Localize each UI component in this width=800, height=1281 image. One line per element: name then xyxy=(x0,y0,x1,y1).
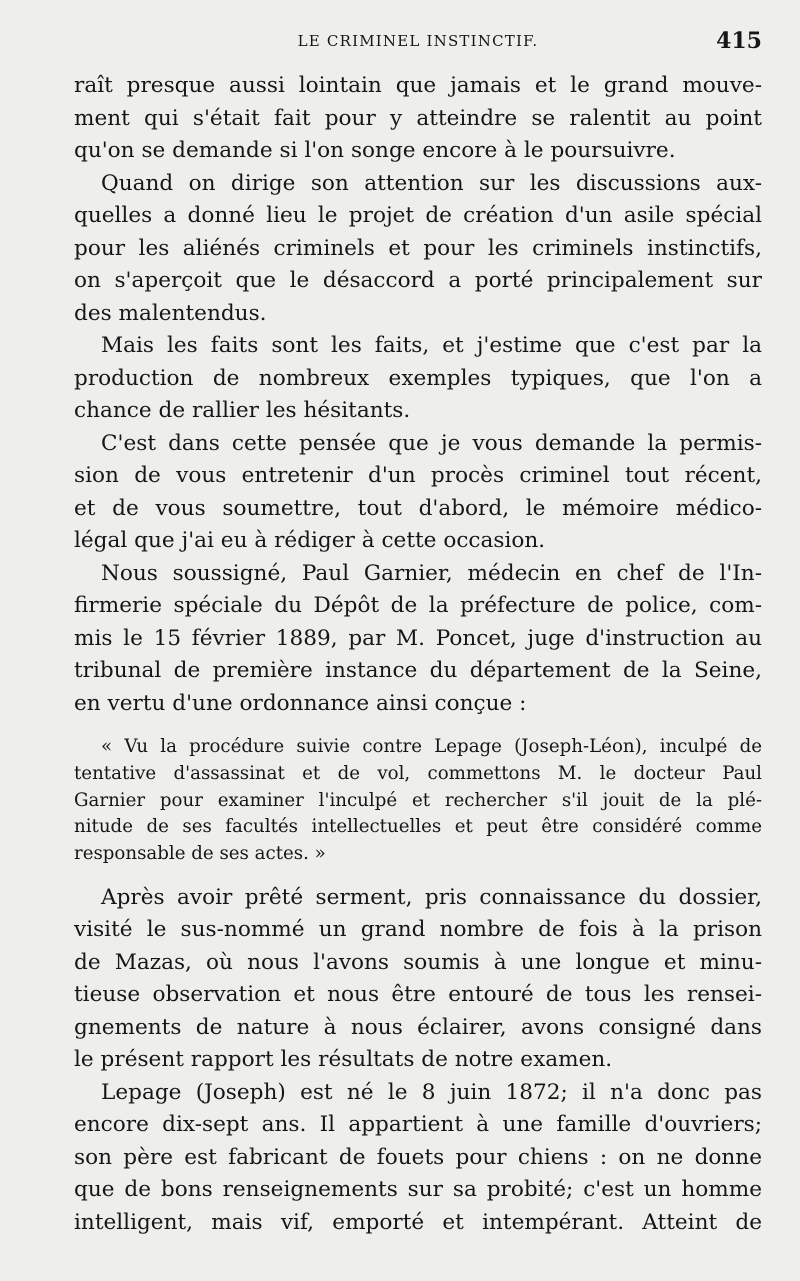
paragraph xyxy=(74,168,762,331)
paragraph xyxy=(74,70,762,168)
text-line: Nous soussigné, Paul Garnier, médecin en chef de l'In- xyxy=(101,560,762,586)
text-line: encore dix-sept ans. Il appartient à une famille d'ouvriers; xyxy=(74,1112,762,1138)
text-line: quelles a donné lieu le projet de création d'un asile spécial xyxy=(74,203,762,228)
text-line: qu'on se demande si l'on songe encore à le poursuivre. xyxy=(74,138,676,163)
quote-line: nitude de ses facultés intellectuelles et peut être considéré comme xyxy=(74,816,762,838)
text-line: raît presque aussi lointain que jamais et le grand mouve- xyxy=(74,73,762,98)
paragraph xyxy=(74,882,762,1077)
paragraph xyxy=(74,558,762,721)
text-line: gnements de nature à nous éclairer, avons consigné dans xyxy=(74,1014,762,1040)
text-line: Quand on dirige son attention sur les discussions aux- xyxy=(101,170,762,196)
text-line: que de bons renseignements sur sa probité; c'est un homme xyxy=(74,1177,762,1203)
text-line: chance de rallier les hésitants. xyxy=(74,398,411,423)
text-line: de Mazas, où nous l'avons soumis à une longue et minu- xyxy=(74,949,762,975)
quote-line: Garnier pour examiner l'inculpé et rechercher s'il jouit de la plé- xyxy=(74,789,762,811)
quote-line: tentative d'assassinat et de vol, commettons M. le docteur Paul xyxy=(74,762,762,784)
text-line: production de nombreux exemples typiques, que l'on a xyxy=(74,365,762,391)
text-line: visité le sus-nommé un grand nombre de fois à la prison xyxy=(74,917,762,943)
text-line: sion de vous entretenir d'un procès criminel tout récent, xyxy=(74,463,762,488)
paragraph xyxy=(74,1077,762,1240)
quote-line: responsable de ses actes. » xyxy=(74,843,326,865)
paragraph xyxy=(74,330,762,428)
text-line: ment qui s'était fait pour y atteindre se ralentit au point xyxy=(74,105,762,131)
text-line: des malentendus. xyxy=(74,300,267,326)
text-line: Mais les faits sont les faits, et j'estime que c'est par la xyxy=(101,333,762,358)
quoted-ordinance xyxy=(74,734,762,868)
text-line: Lepage (Joseph) est né le 8 juin 1872; il n'a donc pas xyxy=(101,1079,762,1105)
text-line: firmerie spéciale du Dépôt de la préfecture de police, com- xyxy=(74,593,762,618)
quote-line: « Vu la procédure suivie contre Lepage (Joseph-Léon), inculpé de xyxy=(101,736,762,757)
running-title: LE CRIMINEL INSTINCTIF. xyxy=(297,32,539,50)
text-line: on s'aperçoit que le désaccord a porté principalement sur xyxy=(74,268,762,293)
text-line: en vertu d'une ordonnance ainsi conçue : xyxy=(74,690,527,716)
text-line: légal que j'ai eu à rédiger à cette occasion. xyxy=(74,528,546,553)
text-line: le présent rapport les résultats de notre examen. xyxy=(74,1047,613,1073)
text-line: tieuse observation et nous être entouré de tous les rensei- xyxy=(74,982,762,1008)
text-line: et de vous soumettre, tout d'abord, le mémoire médico- xyxy=(74,495,762,521)
text-line: tribunal de première instance du département de la Seine, xyxy=(74,658,762,683)
page-body xyxy=(74,70,762,1239)
text-line: Après avoir prêté serment, pris connaissance du dossier, xyxy=(101,884,762,910)
paragraph xyxy=(74,428,762,558)
page-header xyxy=(74,28,762,62)
text-line: mis le 15 février 1889, par M. Poncet, juge d'instruction au xyxy=(74,625,762,651)
page-number: 415 xyxy=(716,28,762,54)
text-line: C'est dans cette pensée que je vous demande la permis- xyxy=(101,430,762,456)
text-line: intelligent, mais vif, emporté et intempérant. Atteint de xyxy=(74,1209,762,1235)
text-line: son père est fabricant de fouets pour chiens : on ne donne xyxy=(74,1144,762,1170)
text-line: pour les aliénés criminels et pour les criminels instinctifs, xyxy=(74,235,762,261)
